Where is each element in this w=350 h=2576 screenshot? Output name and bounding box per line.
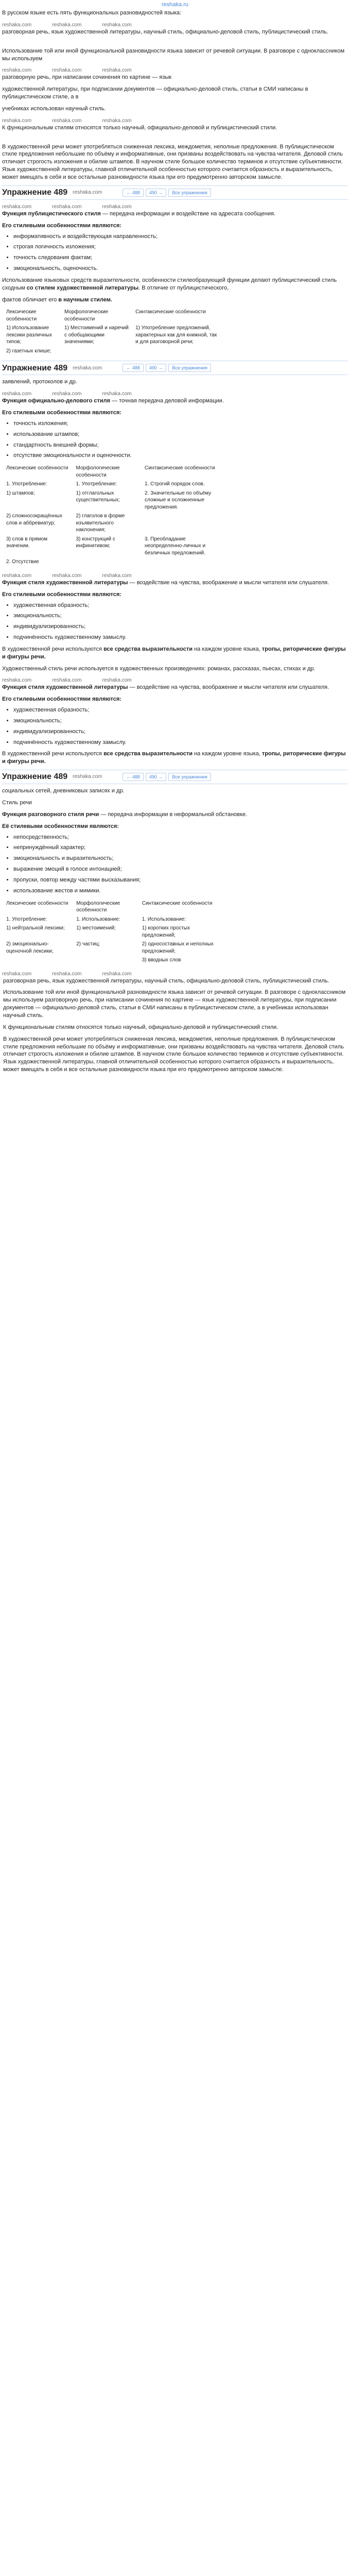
colloquial-sub: Стиль речи [2, 800, 32, 806]
all-exercises-button[interactable]: Все упражнения [168, 364, 211, 372]
watermark-row [2, 970, 348, 977]
exercise-title: Упражнение 489 [2, 363, 68, 372]
table-cell: 2) частиц; [76, 941, 100, 947]
publicistic-heading-rest: — передача информации и воздействие на адресата сообщения. [100, 210, 276, 217]
fiction-features-title: Его стилевыми особенностями являются: [2, 591, 121, 598]
all-exercises-button[interactable]: Все упражнения [168, 189, 211, 197]
watermark-row [2, 390, 348, 397]
table-cell [74, 557, 143, 567]
official-features [2, 420, 348, 460]
watermark: reshaka.com [73, 365, 102, 371]
exercise-nav [122, 189, 211, 197]
table-header: Синтаксические особенности [145, 465, 215, 471]
table-row [4, 924, 220, 940]
table-cell: 3) вводных слов [142, 957, 181, 963]
fiction-heading [2, 579, 348, 587]
fiction2-heading-bold: Функция стиля художественной литературы [2, 684, 128, 691]
table-cell: 2. Отсутствие [6, 559, 39, 565]
table-header: Лексические особенности [6, 309, 37, 322]
table-cell: 1) Использование лексики различных типов; [6, 325, 52, 345]
list-item: • точность следования фактам; [13, 254, 348, 262]
watermark-row [2, 572, 348, 579]
fiction2-note-bold: все средства выразительности [103, 751, 193, 757]
next-exercise-button[interactable]: 490 → [146, 189, 167, 197]
table-cell [143, 557, 220, 567]
publicistic-note [2, 277, 348, 292]
table-cell [133, 347, 220, 356]
fiction-heading-rest: — воздействие на чувства, воображение и мысли читателя или слушателя. [128, 579, 329, 586]
intro-p4: художественной литературы, при подписании документов — официально-деловой стиль, статьи в СМИ написаны в публицистическом стиле, а в [2, 86, 308, 100]
publicistic-note2-bold: в научным стилем. [58, 296, 112, 303]
list-item: • точность изложения; [13, 420, 348, 428]
publicistic-note2 [2, 296, 348, 304]
table-header-row [4, 464, 220, 480]
list-item: • использование жестов и мимики. [13, 887, 348, 895]
list-item: • непринуждённый характер; [13, 844, 348, 852]
watermark: reshaka.com [52, 391, 82, 397]
list-item: • отсутствие эмоциональности и оценочности. [13, 452, 348, 460]
watermark: reshaka.com [2, 971, 32, 977]
official-heading-rest: — точная передача деловой информации. [110, 398, 224, 404]
table-cell: 2) сложносокращённых слов и аббревиатур; [6, 513, 63, 526]
publicistic-note-bold: со стилем художественной литературы [26, 284, 139, 291]
watermark: reshaka.com [2, 204, 32, 210]
outro-p1: Использование той или иной функциональной разновидности языка зависит от речевой ситуации. В разговоре с одноклассником мы используем разговорную речь, при написании сочинения по картине — язык художественной литературы, при подписании документов — официально-деловой стиль, статьи в СМИ написаны в публицистическом стиле, а в учебниках использован научный стиль. [3, 989, 346, 1019]
outro-p2: К функциональным стилям относятся только научный, официально-деловой и публицистический стили. [3, 1024, 278, 1030]
list-item: • непосредственность; [13, 834, 348, 841]
watermark: reshaka.com [102, 22, 132, 28]
list-item: • художественная образность; [13, 602, 348, 609]
intro-p2: Использование той или иной функциональной разновидности языка зависит от речевой ситуации. В разговоре с одноклассником мы используем [2, 47, 345, 62]
table-row [4, 535, 220, 558]
next-exercise-button[interactable]: 490 → [146, 364, 167, 372]
watermark: reshaka.com [102, 572, 132, 579]
list-item: • строгая логичность изложения; [13, 243, 348, 251]
watermark: reshaka.com [2, 572, 32, 579]
table-cell: 2) односоставных и неполных предложений; [142, 941, 214, 954]
watermark: reshaka.com [102, 391, 132, 397]
table-row [4, 324, 220, 347]
exercise-header [2, 185, 348, 200]
table-header: Морфологические особенности [76, 900, 120, 913]
outro-p0: разговорная речь, язык художественной литературы, научный стиль, официально-деловой стиль, публицистический стиль. [3, 977, 329, 984]
watermark: reshaka.com [102, 971, 132, 977]
watermark: reshaka.com [2, 391, 32, 397]
publicistic-note-end: . В отличие от публицистического, [138, 284, 229, 291]
exercise-header [2, 361, 348, 375]
intro-p3: разговорную речь, при написании сочинения по картине — язык [2, 74, 172, 81]
table-row [4, 557, 220, 567]
publicistic-note2-text: фактов обличает его [2, 296, 57, 303]
official-table [4, 464, 220, 567]
list-item: • индивидуализированность; [13, 623, 348, 631]
fiction-note-mid: на каждом уровне языка, [192, 646, 260, 652]
list-item: • эмоциональность; [13, 717, 348, 725]
table-cell: 1. Употребление: [76, 481, 117, 487]
colloquial-heading [2, 811, 348, 819]
list-item: • эмоциональность и выразительность; [13, 855, 348, 862]
table-cell: 1) отглагольных существительных; [76, 490, 120, 503]
list-item: • пропуски, повтор между частями высказывания; [13, 876, 348, 884]
publicistic-features-title: Его стилевыми особенностями являются: [2, 222, 121, 229]
fiction-heading-bold: Функция стиля художественной литературы [2, 579, 128, 586]
watermark: reshaka.com [102, 677, 132, 684]
list-item: • стандартность внешней формы; [13, 442, 348, 449]
fiction2-heading-rest: — воздействие на чувства, воображение и мысли читателя или слушателя. [128, 684, 329, 691]
watermark: reshaka.com [73, 774, 102, 780]
prev-exercise-button[interactable]: ← 488 [122, 773, 144, 781]
watermark: reshaka.com [2, 67, 32, 74]
table-cell: 1) Местоимений и наречий с обобщающими значениями; [64, 325, 129, 345]
table-cell: 2. Значительные по объёму сложные и осложненные предложения. [145, 490, 212, 510]
table-row [4, 480, 220, 489]
fiction2-features [2, 706, 348, 746]
intro-p7: В художественной речи может употребляться сниженная лексика, междометия, неполные предложения. В публицистическом стиле предложения небольшие по объёму и информативные, они призваны воздействовать на чувства читателя. Деловой стиль отличает строгость изложения и обилие штампов. В научном стиле большое количество терминов и отсутствие субъективности. Язык художественной литературы, главной отличительной особенностью которого считается образность и выразительность, может вмещать в себя и все остальные разновидности языка при его предумотренно авторском замысле. [2, 143, 343, 180]
table-header-row [4, 899, 220, 915]
colloquial-table [4, 899, 220, 965]
list-item: • выражение эмоций в голосе интонацией; [13, 866, 348, 873]
fiction2-heading [2, 684, 348, 691]
watermark: reshaka.com [52, 677, 82, 684]
table-header: Лексические особенности [6, 465, 68, 471]
publicistic-tail: заявлений, протоколов и др. [2, 379, 77, 385]
table-row [4, 940, 220, 956]
table-cell: 1) коротких простых предложений; [142, 925, 190, 938]
watermark: reshaka.com [102, 117, 132, 124]
list-item: • эмоциональность, оценочность. [13, 265, 348, 273]
list-item: • художественная образность; [13, 706, 348, 714]
watermark-row [2, 117, 348, 124]
fiction-note-bold: все средства выразительности [103, 646, 193, 652]
table-cell: 1. Строгий порядок слов. [145, 481, 205, 487]
table-header: Синтаксические особенности [135, 309, 206, 315]
table-cell: 1) нейтральной лексики; [6, 925, 65, 931]
table-cell [4, 956, 74, 965]
prev-exercise-button[interactable]: ← 488 [122, 364, 144, 372]
prev-exercise-button[interactable]: ← 488 [122, 189, 144, 197]
watermark: reshaka.com [52, 971, 82, 977]
exercise-nav [122, 773, 211, 781]
list-item: • подчинённость художественному замыслу. [13, 739, 348, 747]
publicistic-note-text: Использование языковых средств выразительности, особенности стилеобразующей функции делают публицистический стиль сходным [2, 277, 337, 291]
intro-p1: разговорная речь, язык художественной литературы, научный стиль, официально-деловой стиль, публицистический стиль. [2, 28, 328, 35]
table-header: Лексические особенности [6, 900, 68, 906]
table-cell: 1) Употребление предложений, характерных как для книжной, так и для разговорной речи; [135, 325, 217, 345]
publicistic-table [4, 308, 220, 355]
table-row [4, 489, 220, 512]
exercise-header [2, 770, 348, 784]
table-row [4, 915, 220, 924]
content [0, 9, 350, 1074]
colloquial-features [2, 834, 348, 895]
list-item: • эмоциональность; [13, 612, 348, 620]
colloquial-features-title: Её стилевыми особенностями являются: [2, 823, 119, 829]
watermark: reshaka.com [52, 572, 82, 579]
fiction2-note [2, 750, 348, 766]
watermark: reshaka.com [2, 117, 32, 124]
official-heading [2, 397, 348, 405]
publicistic-features [2, 233, 348, 273]
official-features-title: Его стилевыми особенностями являются: [2, 410, 121, 416]
table-header: Синтаксические особенности [142, 900, 213, 906]
table-cell: 1. Употребление: [6, 916, 47, 922]
watermark-row [2, 203, 348, 210]
fiction-note-bold2: тропы, риторические фигуры и фигуры речи. [2, 646, 346, 660]
all-exercises-button[interactable]: Все упражнения [168, 773, 211, 781]
table-header: Морфологические особенности [76, 465, 120, 478]
fiction2-note-pre: В художественной речи используются [2, 751, 102, 757]
table-row [4, 347, 220, 356]
table-cell: 1. Использование: [76, 916, 120, 922]
fiction2-note-bold2: тропы, риторические фигуры и фигуры речи. [2, 751, 346, 765]
table-cell: 1) местоимений; [76, 925, 116, 931]
table-header-row [4, 308, 220, 324]
table-cell [74, 956, 140, 965]
watermark: reshaka.com [2, 22, 32, 28]
table-cell: 1) штампов; [6, 490, 35, 496]
colloquial-pre: социальных сетей, дневниковых записях и др. [2, 788, 125, 794]
table-cell [143, 512, 220, 535]
table-header: Морфологические особенности [64, 309, 109, 322]
colloquial-heading-rest: — передача информации в неформальной обстановке. [99, 811, 248, 818]
list-item: • информативность и воздействующая направленность; [13, 233, 348, 241]
watermark: reshaka.com [52, 117, 82, 124]
publicistic-heading-bold: Функция публицистического стиля [2, 210, 101, 217]
table-cell: 1. Употребление: [6, 481, 47, 487]
exercise-title: Упражнение 489 [2, 188, 68, 197]
exercise-nav [122, 364, 211, 372]
watermark: reshaka.com [52, 67, 82, 74]
site-header[interactable]: reshaka.ru [162, 2, 188, 8]
watermark: reshaka.com [52, 22, 82, 28]
watermark-row [2, 66, 348, 74]
table-cell [62, 347, 133, 356]
outro-p3: В художественной речи может употребляться сниженная лексика, междометия, неполные предложения. В публицистическом стиле предложения небольшие по объёму и информативные, они призваны воздействовать на чувства читателя. Деловой стиль отличает строгость изложения и обилие штампов. В научном стиле большое количество терминов и отсутствие субъективности. Язык художественной литературы, главной отличительной особенностью которого считается образность и выразительность, может вмещать в себя и все остальные разновидности языка при его предумотренно авторском замысле. [3, 1036, 344, 1073]
exercise-title: Упражнение 489 [2, 772, 68, 782]
next-exercise-button[interactable]: 490 → [146, 773, 167, 781]
watermark: reshaka.com [52, 204, 82, 210]
fiction2-note-mid: на каждом уровне языка, [192, 751, 260, 757]
fiction2-features-title: Его стилевыми особенностями являются: [2, 696, 121, 703]
fiction-note-pre: В художественной речи используются [2, 646, 102, 652]
intro-p5: учебниках использован научный стиль. [2, 105, 106, 112]
table-cell: 3. Преобладание неопределенно-личных и безличных предложений. [145, 536, 206, 556]
fiction-note [2, 646, 348, 661]
outro [2, 977, 348, 1074]
intro-p6: К функциональным стилям относятся только научный, официально-деловой и публицистический стили. [2, 124, 277, 131]
watermark-row [2, 676, 348, 684]
publicistic-heading [2, 210, 348, 218]
official-heading-bold: Функция официально-делового стиля [2, 398, 111, 404]
table-cell: 1. Использование: [142, 916, 186, 922]
colloquial-heading-bold: Функция разговорного стиля речи [2, 811, 99, 818]
watermark-row [2, 21, 348, 28]
intro-p0: В русском языке есть пять функциональных разновидностей языка: [2, 10, 182, 16]
table-cell: 2) эмоционально-оценочной лексики; [6, 941, 54, 954]
list-item: • использование штампов; [13, 431, 348, 438]
fiction-sub: Художественный стиль речи используется в художественных произведениях: романах, рассказах, пьесах, стихах и др. [2, 665, 316, 672]
table-cell: 2) газетных клише; [6, 348, 51, 354]
list-item: • подчинённость художественному замыслу. [13, 634, 348, 641]
watermark: reshaka.com [102, 204, 132, 210]
watermark: reshaka.com [2, 677, 32, 684]
watermark: reshaka.com [102, 67, 132, 74]
list-item: • индивидуализированность; [13, 728, 348, 736]
fiction-features [2, 602, 348, 641]
table-cell: 3) слов в прямом значении. [6, 536, 47, 549]
table-row [4, 512, 220, 535]
watermark: reshaka.com [73, 190, 102, 196]
table-row [4, 956, 220, 965]
table-cell: 2) глаголов в форме изъявительного наклонения; [76, 513, 125, 533]
table-cell: 3) конструкций с инфинитивом; [76, 536, 115, 549]
